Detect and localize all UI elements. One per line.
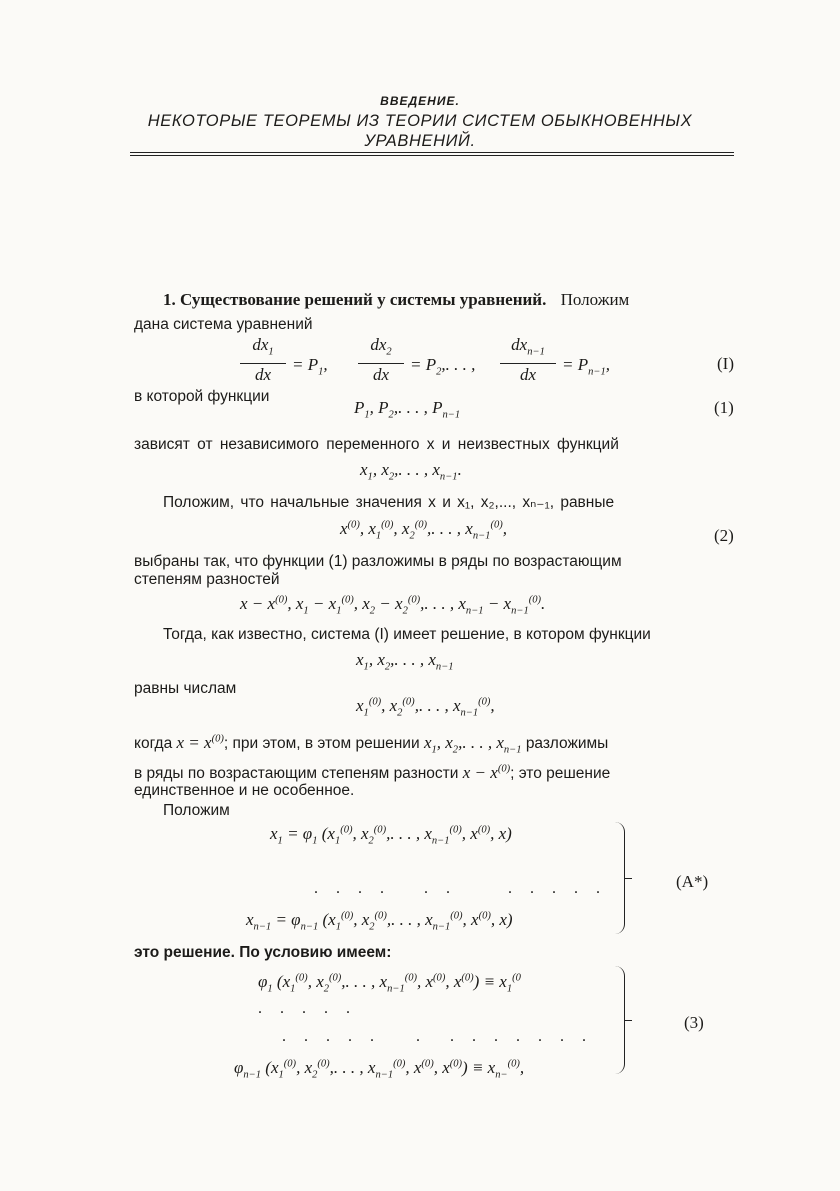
paragraph-3: зависят от независимого переменного x и неизвестных функций	[134, 436, 619, 453]
initial-numbers: $x_1^{(0)}$, $x_2^{(0)}$,. . . , $x_{n-1}^{(0)}$,	[356, 696, 495, 719]
paragraph-9: Положим	[163, 802, 230, 819]
paragraph-8-line-3: единственное и не особенное.	[134, 782, 355, 799]
equation-A-star-label: (A*)	[676, 872, 709, 891]
chapter-kicker: ВВЕДЕНИЕ.	[380, 94, 460, 108]
system-A-brace	[614, 822, 625, 934]
section-first-words: Положим	[560, 290, 630, 309]
differences: $x - x^{(0)}$, $x_1 - x_1^{(0)}$, $x_2 - x_2^{(0)}$,. . . , $x_{n-1} - x_{n-1}^{(0)}$.	[240, 594, 546, 617]
paragraph-10: это решение. По условию имеем:	[134, 944, 392, 961]
equation-I-label: (I)	[717, 354, 734, 373]
paragraph-1-line-2: дана система уравнений	[134, 316, 313, 333]
paragraph-4: Положим, что начальные значения x и x₁, x₂,..., xₙ₋₁, равные	[163, 494, 615, 511]
equation-2: $x^{(0)}$, $x_1^{(0)}$, $x_2^{(0)}$,. . . , $x_{n-1}^{(0)}$,	[340, 519, 507, 542]
paragraph-5-line-2: степеням разностей	[134, 571, 280, 588]
section-heading-line	[163, 290, 629, 310]
equation-3-label: (3)	[684, 1013, 704, 1032]
paragraph-7: равны числам	[134, 680, 237, 697]
paragraph-8-line-1: когда $x = x^{(0)}$; при этом, в этом решении $x_1$, $x_2$,. . . , $x_{n-1}$ разложимы	[134, 733, 609, 756]
paragraph-8-line-2: в ряды по возрастающим степеням разности $x - x^{(0)}$; это решение	[134, 763, 611, 782]
paragraph-5-line-1: выбраны так, что функции (1) разложимы в ряды по возрастающим	[134, 553, 622, 570]
section-heading: 1. Существование решений у системы уравнений.	[163, 290, 547, 309]
unknown-functions: $x_1$, $x_2$,. . . , $x_{n-1}$.	[360, 460, 462, 483]
chapter-title-line-2: УРАВНЕНИЙ.	[364, 132, 476, 150]
header-rule-bottom	[130, 155, 734, 156]
equation-2-label: (2)	[714, 526, 734, 545]
paragraph-2: в которой функции	[134, 388, 270, 405]
paragraph-6: Тогда, как известно, система (I) имеет решение, в котором функции	[163, 626, 651, 643]
system-3-brace	[614, 966, 625, 1074]
chapter-title-line-1: НЕКОТОРЫЕ ТЕОРЕМЫ ИЗ ТЕОРИИ СИСТЕМ ОБЫКНОВЕННЫХ	[147, 112, 693, 130]
equation-1-label: (1)	[714, 398, 734, 417]
solution-functions: $x_1$, $x_2$,. . . , $x_{n-1}$	[356, 650, 454, 673]
header-rule-top	[130, 152, 734, 153]
equation-1: $P_1$, $P_2$,. . . , $P_{n-1}$	[354, 398, 461, 421]
